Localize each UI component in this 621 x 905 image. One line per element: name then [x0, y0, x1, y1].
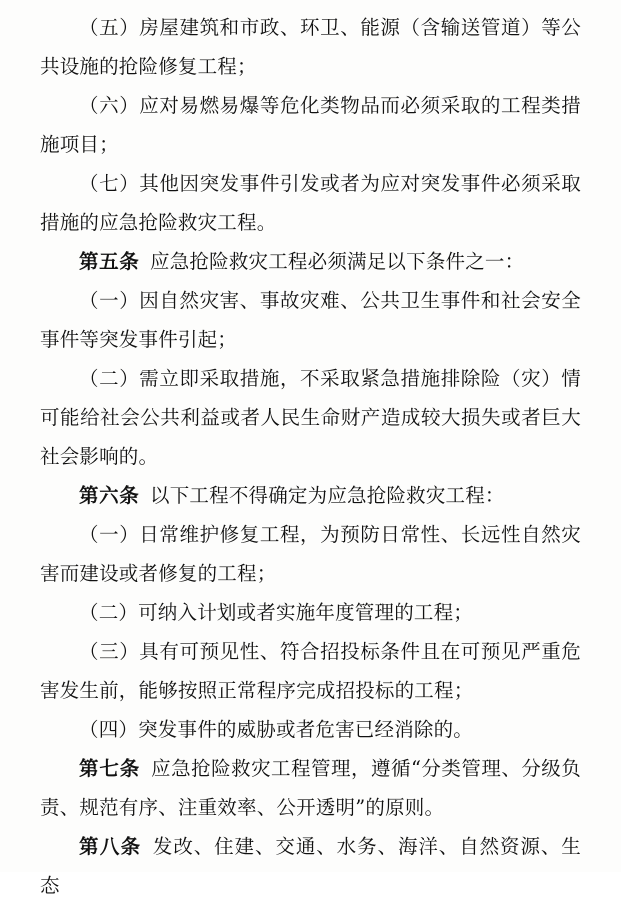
- article-text: 应急抢险救灾工程管理，遵循“分类管理、分级负责、规范有序、注重效率、公开透明”的原则。: [40, 757, 581, 819]
- article-heading: [40, 476, 581, 515]
- list-item: （二）可纳入计划或者实施年度管理的工程；: [79, 601, 474, 624]
- article-label: 第八条: [79, 835, 142, 858]
- list-item: （六）应对易燃易爆等危化类物品而必须采取的工程类措施项目；: [40, 94, 581, 156]
- article-label: 第七条: [79, 757, 141, 780]
- list-item: （一）因自然灾害、事故灾难、公共卫生事件和社会安全事件等突发事件引起；: [40, 289, 581, 351]
- list-item: （四）突发事件的威胁或者危害已经消除的。: [79, 718, 474, 741]
- article-label: 第五条: [79, 250, 140, 273]
- article-heading: [40, 749, 581, 827]
- list-item: （五）房屋建筑和市政、环卫、能源（含输送管道）等公共设施的抢险修复工程；: [40, 16, 581, 78]
- article-text: 以下工程不得确定为应急抢险救灾工程：: [150, 484, 505, 507]
- list-item: （一）日常维护修复工程，为预防日常性、长远性自然灾害而建设或者修复的工程；: [40, 523, 581, 585]
- article-label: 第六条: [79, 484, 140, 507]
- article-text: 应急抢险救灾工程必须满足以下条件之一：: [150, 250, 525, 273]
- article-heading: [40, 242, 581, 281]
- list-item: （三）具有可预见性、符合招投标条件且在可预见严重危害发生前，能够按照正常程序完成招投标的工程；: [40, 640, 581, 702]
- article-heading: [40, 827, 581, 905]
- list-item: （七）其他因突发事件引发或者为应对突发事件必须采取措施的应急抢险救灾工程。: [40, 172, 581, 234]
- list-item: （二）需立即采取措施，不采取紧急措施排除险（灾）情可能给社会公共利益或者人民生命财产造成较大损失或者巨大社会影响的。: [40, 367, 581, 468]
- article-text: 发改、住建、交通、水务、海洋、自然资源、生态: [40, 835, 581, 897]
